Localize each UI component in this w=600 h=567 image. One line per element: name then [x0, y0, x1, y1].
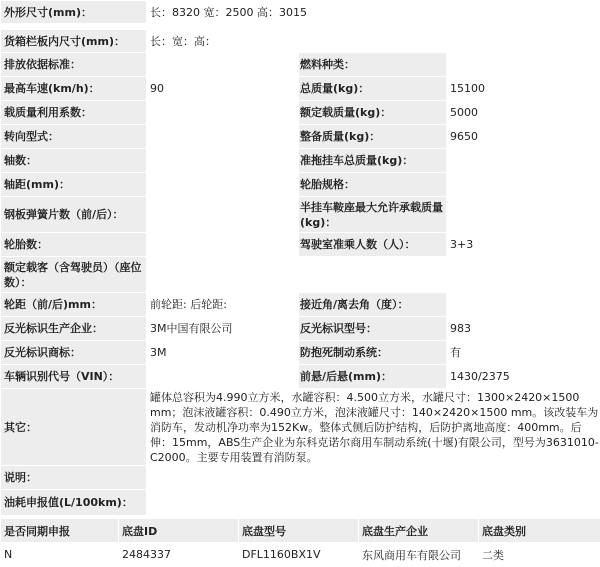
other-value: 罐体总容积为4.990立方米，水罐容积：4.500立方米，水罐尺寸：1300×2420×1500 mm；泡沫液罐容积：0.490立方米，泡沫液罐尺寸：140×2420×1500 mm。该改装车为消防车，发动机净功率为152Kw。整体式侧后防护结构，后防护离地高度：400mm。后伸：15mm，ABS生产企业为东科克诺尔商用车制动系统(十堰)有限公司，型号为3631010-C2000。主要专用装置有消防泵。 [147, 389, 600, 466]
spec-row [1, 293, 600, 317]
spec-row [1, 53, 600, 77]
reflector-maker-value: 3M中国有限公司 [147, 317, 299, 341]
chassis-cell: DFL1160BX1V [239, 543, 359, 567]
rated-load-value: 5000 [447, 101, 600, 125]
size-label: 外形尺寸(mm)： [1, 1, 147, 24]
tire-count-label: 轮胎数： [1, 233, 147, 257]
cargo-box-label: 货箱栏板内尺寸(mm)： [1, 30, 147, 53]
other-label: 其它： [1, 389, 147, 466]
spec-row [1, 77, 600, 101]
chassis-data-row [1, 543, 600, 567]
chassis-table [0, 518, 600, 567]
spec-row [1, 341, 600, 365]
tire-spec-value [447, 173, 600, 197]
reflector-brand-label: 反光标识商标： [1, 341, 147, 365]
leaf-springs-label: 钢板弹簧片数（前/后）： [1, 197, 147, 233]
reflector-model-label: 反光标识型号： [299, 317, 447, 341]
spec-row [1, 1, 600, 24]
track-width-value: 前轮距: 后轮距: [147, 293, 299, 317]
fuel-report-value [147, 490, 600, 516]
reflector-maker-label: 反光标识生产企业： [1, 317, 147, 341]
note-value [147, 466, 600, 490]
emission-standard-value [147, 53, 299, 77]
gross-mass-value: 15100 [447, 77, 600, 101]
emission-standard-label: 排放依据标准： [1, 53, 147, 77]
spec-row [1, 125, 600, 149]
chassis-header-cell: 底盘ID [119, 519, 239, 543]
chassis-header-cell: 底盘型号 [239, 519, 359, 543]
axle-count-value [147, 149, 299, 173]
tire-count-value [147, 233, 299, 257]
abs-label: 防抱死制动系统： [299, 341, 447, 365]
leaf-springs-value [147, 197, 299, 233]
chassis-header-cell: 底盘生产企业 [359, 519, 479, 543]
vin-label: 车辆识别代号（VIN）： [1, 365, 147, 389]
spec-row [1, 173, 600, 197]
chassis-header-cell: 底盘类别 [479, 519, 600, 543]
fuel-report-label: 油耗申报值(L/100km)： [1, 490, 147, 516]
chassis-cell: N [1, 543, 119, 567]
max-speed-label: 最高车速(km/h)： [1, 77, 147, 101]
curb-mass-label: 整备质量(kg)： [299, 125, 447, 149]
saddle-load-label: 半挂车鞍座最大允许承载质量(kg)： [299, 197, 447, 233]
load-utilization-value [147, 101, 299, 125]
overhang-label: 前悬/后悬(mm)： [299, 365, 447, 389]
tire-spec-label: 轮胎规格： [299, 173, 447, 197]
spec-row [1, 257, 600, 293]
wheelbase-value [147, 173, 299, 197]
steering-type-label: 转向型式： [1, 125, 147, 149]
vin-value [147, 365, 299, 389]
chassis-cell: 东风商用车有限公司 [359, 543, 479, 567]
spec-row [1, 466, 600, 490]
fuel-type-label: 燃料种类： [299, 53, 447, 77]
overhang-value: 1430/2375 [447, 365, 600, 389]
chassis-cell: 2484337 [119, 543, 239, 567]
passenger-seats-value [147, 257, 600, 293]
rated-load-label: 额定载质量(kg)： [299, 101, 447, 125]
note-label: 说明： [1, 466, 147, 490]
spec-row [1, 490, 600, 516]
track-width-label: 轮距（前/后)mm： [1, 293, 147, 317]
spec-row [1, 30, 600, 53]
spec-row [1, 317, 600, 341]
fuel-type-value [447, 53, 600, 77]
spec-row [1, 149, 600, 173]
reflector-brand-value: 3M [147, 341, 299, 365]
wheelbase-label: 轴距(mm)： [1, 173, 147, 197]
trailer-mass-value [447, 149, 600, 173]
approach-angle-label: 接近角/离去角（度）： [299, 293, 447, 317]
spec-row [1, 197, 600, 233]
passenger-seats-label: 额定载客（含驾驶员）（座位数）： [1, 257, 147, 293]
reflector-model-value: 983 [447, 317, 600, 341]
spec-row [1, 101, 600, 125]
gross-mass-label: 总质量(kg)： [299, 77, 447, 101]
cab-capacity-value: 3+3 [447, 233, 600, 257]
axle-count-label: 轴数： [1, 149, 147, 173]
steering-type-value [147, 125, 299, 149]
max-speed-value: 90 [147, 77, 299, 101]
spec-row [1, 233, 600, 257]
abs-value: 有 [447, 341, 600, 365]
cargo-box-value: 长：宽：高： [147, 30, 600, 53]
cab-capacity-label: 驾驶室准乘人数（人）： [299, 233, 447, 257]
chassis-header-row [1, 519, 600, 543]
load-utilization-label: 载质量利用系数： [1, 101, 147, 125]
trailer-mass-label: 准拖挂车总质量(kg)： [299, 149, 447, 173]
curb-mass-value: 9650 [447, 125, 600, 149]
spec-row [1, 365, 600, 389]
chassis-header-cell: 是否同期申报 [1, 519, 119, 543]
spec-row [1, 389, 600, 466]
approach-angle-value [447, 293, 600, 317]
size-value: 长：8320 宽：2500 高：3015 [147, 1, 600, 24]
chassis-cell: 二类 [479, 543, 600, 567]
saddle-load-value [447, 197, 600, 233]
